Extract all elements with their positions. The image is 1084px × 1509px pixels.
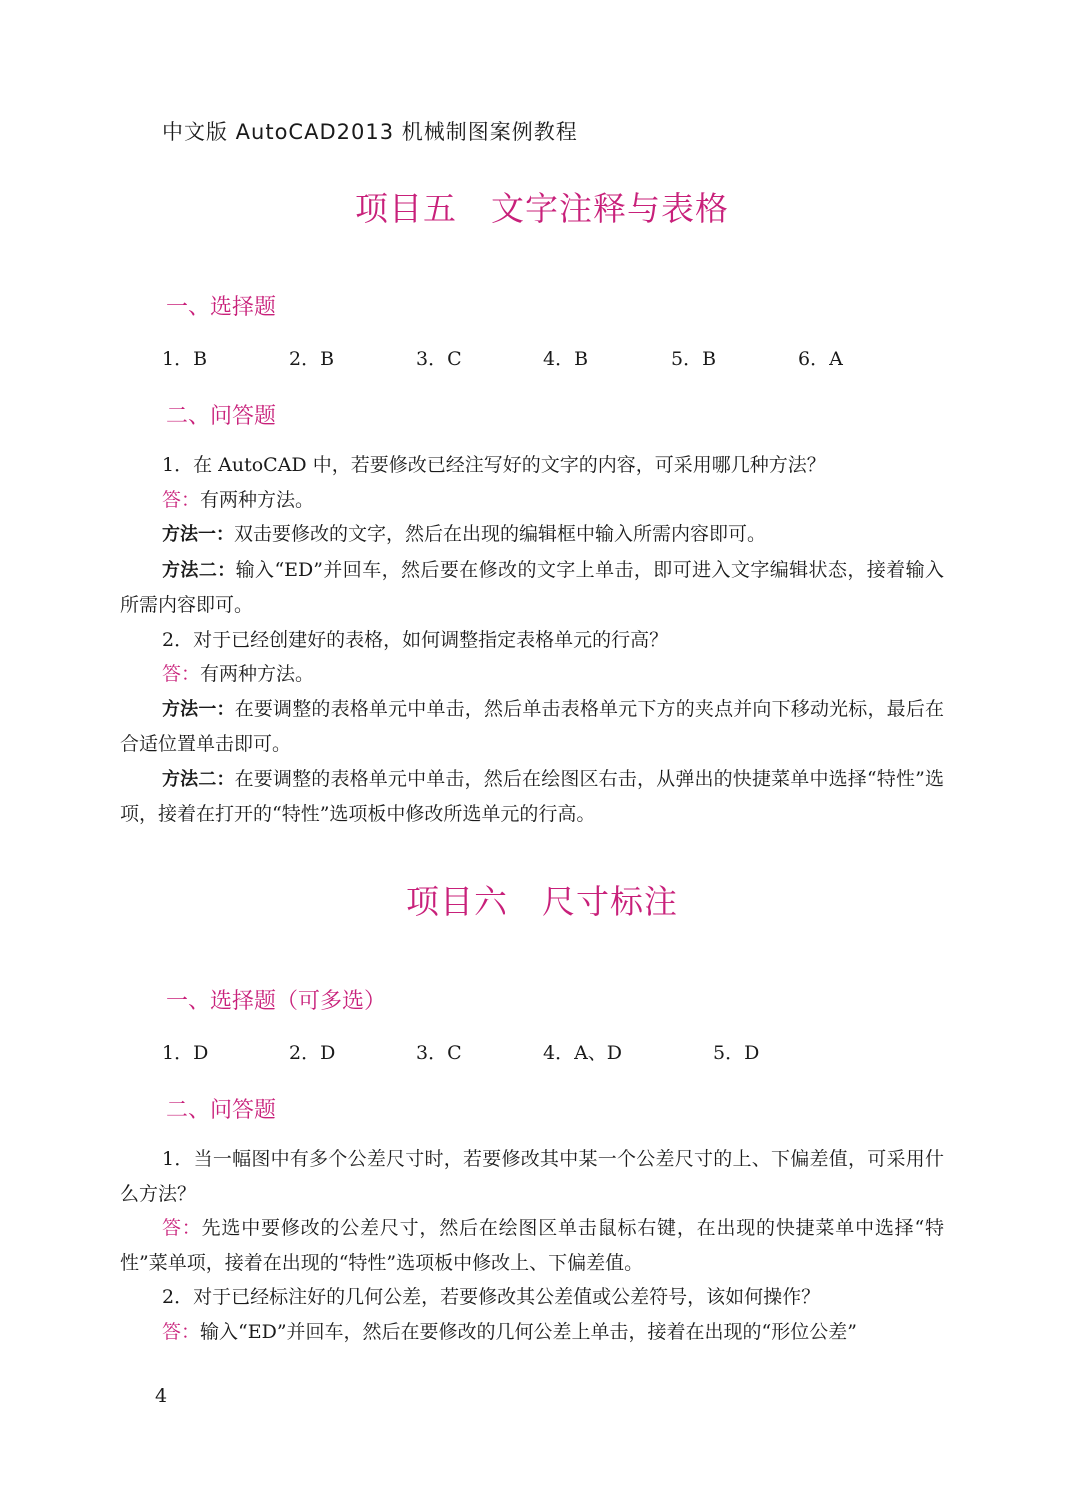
- question: 2．对于已经标注好的几何公差，若要修改其公差值或公差符号，该如何操作？: [162, 1286, 821, 1308]
- method-text: 在要调整的表格单元中单击，然后在绘图区右击，从弹出的快捷菜单中选择“特性”选项，接着在打开的“特性”选项板中修改所选单元的行高。: [120, 767, 944, 825]
- answer: [120, 1315, 944, 1350]
- question: 2．对于已经创建好的表格，如何调整指定表格单元的行高？: [162, 628, 669, 651]
- answer-item: 2．D: [289, 1042, 336, 1064]
- method: [120, 762, 944, 832]
- answer-label: 答：: [162, 1320, 201, 1343]
- answer: [120, 1211, 944, 1280]
- answer-item: 4．B: [543, 348, 589, 370]
- project5-section-qa: 二、问答题: [166, 404, 277, 429]
- project6-qa-body: [120, 1142, 944, 1349]
- project6-section-choice: 一、选择题（可多选）: [166, 989, 387, 1014]
- method: [120, 517, 944, 553]
- question: 1．在 AutoCAD 中，若要修改已经注写好的文字的内容，可采用哪几种方法？: [162, 454, 826, 476]
- method-label: 方法一：: [162, 698, 235, 720]
- answer-item: 5．B: [671, 348, 717, 370]
- answer-item: 5．D: [713, 1042, 760, 1064]
- project5-section-choice: 一、选择题: [166, 295, 277, 320]
- method-label: 方法一：: [162, 524, 234, 545]
- answer-text: 先选中要修改的公差尺寸，然后在绘图区单击鼠标右键，在出现的快捷菜单中选择“特性”菜单项，接着在出现的“特性”选项板中修改上、下偏差值。: [120, 1217, 944, 1274]
- project6-title: 项目六 尺寸标注: [406, 882, 678, 921]
- method: [120, 692, 944, 762]
- project6-section-qa: 二、问答题: [166, 1098, 277, 1123]
- answer-item: 3．C: [416, 348, 462, 370]
- answer-item: 1．B: [162, 348, 208, 370]
- question: 1．当一幅图中有多个公差尺寸时，若要修改其中某一个公差尺寸的上、下偏差值，可采用什么方法？: [120, 1148, 944, 1205]
- method-text: 输入“ED”并回车，然后要在修改的文字上单击，即可进入文字编辑状态，接着输入所需内容即可。: [120, 558, 944, 616]
- answer-item: 1．D: [162, 1042, 209, 1064]
- method-text: 双击要修改的文字，然后在出现的编辑框中输入所需内容即可。: [234, 523, 767, 545]
- method-label: 方法二：: [162, 768, 235, 790]
- project5-title: 项目五 文字注释与表格: [355, 189, 729, 228]
- answer-label: 答：: [162, 663, 201, 685]
- answer-text: 输入“ED”并回车，然后在要修改的几何公差上单击，接着在出现的“形位公差”: [200, 1320, 857, 1343]
- answer-item: 3．C: [416, 1042, 462, 1064]
- method-label: 方法二：: [162, 559, 236, 581]
- answer-item: 6．A: [798, 348, 843, 370]
- page-number: 4: [155, 1385, 168, 1407]
- answer-item: 2．B: [289, 348, 335, 370]
- running-header: 中文版 AutoCAD2013 机械制图案例教程: [162, 120, 578, 144]
- method-text: 在要调整的表格单元中单击，然后单击表格单元下方的夹点并向下移动光标，最后在合适位置单击即可。: [120, 697, 944, 755]
- answer-text: 有两种方法。: [200, 663, 315, 685]
- project5-qa-body: [120, 448, 944, 832]
- answer-text: 有两种方法。: [200, 488, 315, 511]
- answer-item: 4．A、D: [543, 1042, 623, 1064]
- answer: [120, 657, 944, 692]
- method: [120, 553, 944, 623]
- answer-label: 答：: [162, 488, 201, 511]
- answer-label: 答：: [162, 1217, 202, 1239]
- answer: [120, 483, 944, 518]
